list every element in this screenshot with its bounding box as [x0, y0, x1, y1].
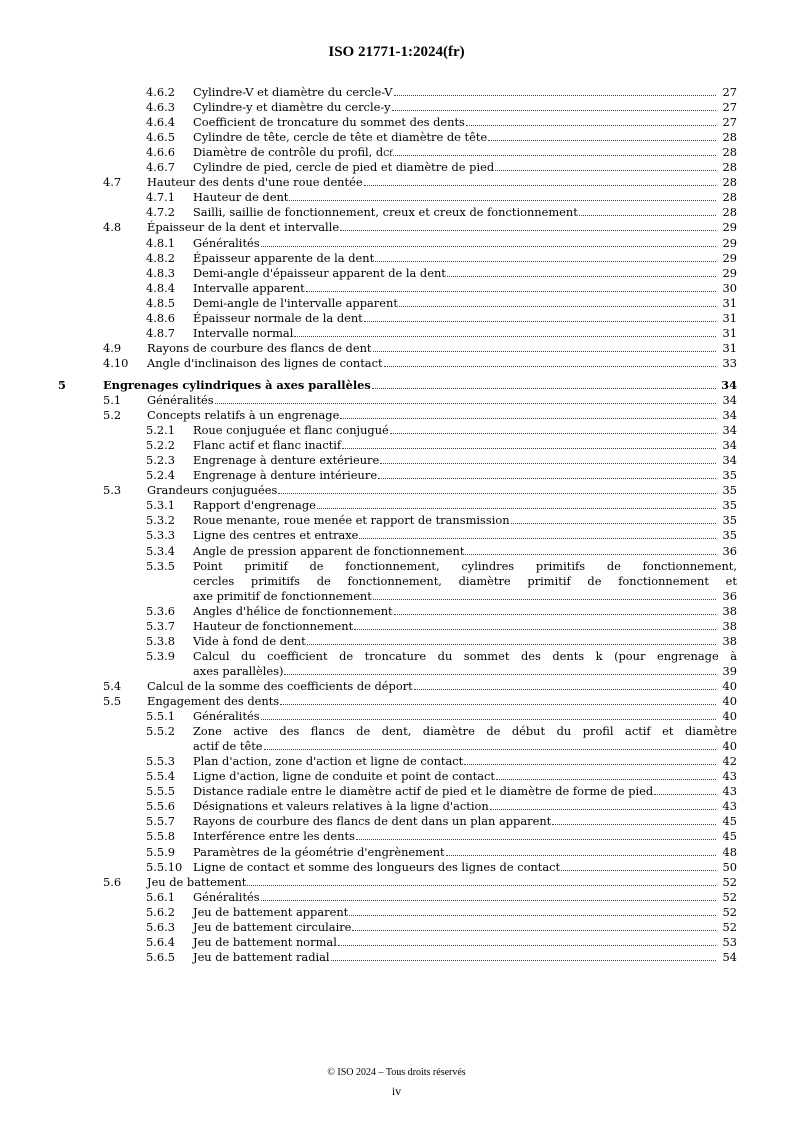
toc-entry-page: 50 [722, 859, 737, 874]
toc-entry-page: 52 [722, 874, 737, 889]
toc-entry-number: 4.10 [103, 355, 129, 370]
toc-entry-title: Épaisseur normale de la dent [193, 310, 363, 325]
toc-entry-page: 28 [722, 145, 737, 160]
toc-entry-title-line: Zone active des flancs de dent, diamètre de début du profil actif et diamètre [193, 724, 737, 739]
toc-entry-page: 48 [722, 844, 737, 859]
toc-entry-title: Jeu de battement circulaire [193, 919, 352, 934]
toc-entry[interactable] [0, 935, 793, 950]
toc-entry[interactable] [0, 814, 793, 829]
toc-entry-title: Généralités [193, 235, 260, 250]
toc-entry-number: 5.3.8 [146, 633, 175, 648]
toc-entry-page: 33 [722, 355, 737, 370]
toc-entry-page: 29 [722, 220, 737, 235]
toc-entry-number: 5.6.4 [146, 934, 175, 949]
toc-entry-number: 4.8.4 [146, 280, 175, 295]
dot-leader [356, 839, 716, 840]
toc-entry[interactable] [0, 950, 793, 965]
toc-entry-page: 31 [722, 310, 737, 325]
dot-leader [399, 306, 716, 307]
toc-entry[interactable] [0, 769, 793, 784]
toc-entry-title: Cylindre-V et diamètre du cercle-V [193, 85, 393, 99]
toc-entry-number: 4.6.6 [146, 145, 175, 160]
toc-entry-number: 5.2.3 [146, 453, 175, 468]
toc-entry[interactable] [0, 619, 793, 634]
toc-entry-page: 38 [722, 618, 737, 633]
toc-entry-subscript: Cf [383, 149, 393, 159]
toc-entry-page: 27 [722, 85, 737, 99]
dot-leader [372, 388, 716, 389]
toc-entry-number: 5.5.1 [146, 709, 175, 724]
toc-entry-number: 4.8.2 [146, 250, 175, 265]
toc-entry[interactable] [0, 175, 793, 190]
dot-leader [338, 945, 716, 946]
document-header: ISO 21771-1:2024(fr) [328, 44, 465, 60]
toc-entry[interactable] [0, 559, 793, 604]
dot-leader [561, 870, 716, 871]
toc-entry-page: 30 [722, 280, 737, 295]
dot-leader [261, 719, 716, 720]
toc-entry-number: 5.3.3 [146, 528, 175, 543]
toc-entry-title: Hauteur des dents d'une roue dentée [147, 175, 363, 190]
toc-entry-title: Généralités [193, 889, 260, 904]
toc-entry[interactable] [0, 251, 793, 266]
dot-leader [261, 246, 716, 247]
toc-entry-number: 4.8.5 [146, 295, 175, 310]
dot-leader [465, 554, 716, 555]
toc-entry-page: 34 [721, 377, 737, 392]
toc-entry-title: Ligne de contact et somme des longueurs des lignes de contact [193, 859, 561, 874]
toc-entry-number: 5.3.1 [146, 498, 175, 513]
toc-entry[interactable] [0, 130, 793, 145]
toc-entry[interactable] [0, 326, 793, 341]
toc-entry-title: Coefficient de troncature du sommet des dents [193, 115, 465, 130]
toc-entry-page: 31 [722, 340, 737, 355]
toc-entry-number: 5.3.5 [146, 558, 175, 573]
toc-entry[interactable] [0, 905, 793, 920]
toc-entry[interactable] [0, 483, 793, 498]
dot-leader [359, 538, 716, 539]
toc-entry-page: 28 [722, 190, 737, 205]
toc-entry[interactable] [0, 408, 793, 423]
toc-entry-number: 5.6 [103, 874, 122, 889]
toc-entry-number: 5.3.2 [146, 513, 175, 528]
toc-entry[interactable] [0, 145, 793, 160]
toc-entry-title: Calcul de la somme des coefficients de déport [147, 678, 413, 693]
dot-leader [390, 433, 716, 434]
toc-entry-title: Jeu de battement apparent [193, 904, 349, 919]
dot-leader [654, 794, 716, 795]
toc-entry-title: Désignations et valeurs relatives à la ligne d'action [193, 799, 489, 814]
toc-entry-title: Distance radiale entre le diamètre actif de pied et le diamètre de forme de pied [193, 784, 654, 799]
toc-entry-title: Flanc actif et flanc inactif [193, 438, 342, 453]
toc-entry-page: 45 [722, 814, 737, 829]
toc-entry-page: 34 [722, 453, 737, 468]
toc-entry-title: Angles d'hélice de fonctionnement [193, 603, 393, 618]
toc-entry-number: 5.5.5 [146, 784, 175, 799]
toc-entry-title: axe primitif de fonctionnement [193, 588, 372, 603]
toc-entry-number: 5 [58, 377, 66, 392]
toc-entry-title: Jeu de battement [147, 874, 247, 889]
toc-entry-page: 52 [722, 919, 737, 934]
toc-entry[interactable] [0, 860, 793, 875]
toc-entry-title: Rayons de courbure des flancs de dent [147, 340, 372, 355]
dot-leader [392, 110, 716, 111]
toc-entry[interactable] [0, 281, 793, 296]
dot-leader [278, 493, 716, 494]
toc-entry-number: 4.9 [103, 340, 122, 355]
toc-entry-number: 5.3.9 [146, 648, 175, 663]
toc-entry-number: 5.2.2 [146, 438, 175, 453]
toc-entry-title: Généralités [193, 709, 260, 724]
toc-entry-title: Engagement des dents [147, 694, 280, 708]
toc-entry[interactable] [0, 604, 793, 619]
toc-entry-title: Rayons de courbure des flancs de dent dans un plan apparent [193, 814, 552, 829]
toc-entry-title: axes parallèles) [193, 663, 284, 678]
toc-entry-number: 5.5.8 [146, 829, 175, 844]
dot-leader [375, 261, 716, 262]
toc-entry-title: Interférence entre les dents [193, 829, 355, 844]
toc-entry-page: 35 [722, 528, 737, 543]
toc-entry-title: Intervalle apparent [193, 280, 305, 295]
dot-leader [394, 95, 716, 96]
dot-leader [349, 915, 716, 916]
toc-entry-number: 4.8.7 [146, 325, 175, 340]
toc-entry-page: 35 [722, 468, 737, 483]
toc-entry-number: 5.5.9 [146, 844, 175, 859]
toc-entry-page: 40 [722, 739, 737, 754]
toc-entry-number: 5.2.1 [146, 423, 175, 438]
toc-entry-page: 34 [722, 423, 737, 438]
toc-entry-page: 31 [722, 325, 737, 340]
toc-entry[interactable] [0, 544, 793, 559]
dot-leader [289, 200, 716, 201]
toc-entry[interactable] [0, 296, 793, 311]
dot-leader [495, 170, 716, 171]
toc-entry-title: Généralités [147, 393, 214, 407]
toc-entry-page: 29 [722, 265, 737, 280]
toc-entry[interactable] [0, 468, 793, 483]
toc-entry-title: Demi-angle d'épaisseur apparent de la dent [193, 265, 446, 280]
toc-entry-page: 40 [722, 678, 737, 693]
toc-entry-page: 35 [722, 513, 737, 528]
toc-entry-number: 4.8.6 [146, 310, 175, 325]
toc-entry-title: actif de tête [193, 739, 263, 754]
toc-entry-title-line: Calcul du coefficient de troncature du sommet des dents k (pour engrenage à [193, 648, 737, 663]
toc-entry-number: 5.5.4 [146, 769, 175, 784]
dot-leader [307, 644, 716, 645]
toc-entry-page: 43 [722, 784, 737, 799]
dot-leader [414, 689, 716, 690]
toc-entry-number: 5.4 [103, 678, 122, 693]
toc-entry[interactable] [0, 679, 793, 694]
toc-entry[interactable] [0, 236, 793, 251]
toc-entry-title: Engrenage à denture extérieure [193, 453, 380, 468]
toc-entry-title: Épaisseur de la dent et intervalle [147, 220, 340, 235]
page-number: iv [391, 1084, 402, 1098]
toc-entry[interactable] [0, 378, 793, 393]
dot-leader [466, 125, 716, 126]
toc-entry-page: 28 [722, 175, 737, 190]
toc-entry-number: 4.7.1 [146, 190, 175, 205]
toc-entry[interactable] [0, 875, 793, 890]
toc-entry-page: 27 [722, 115, 737, 130]
toc-entry[interactable] [0, 754, 793, 769]
dot-leader [284, 674, 716, 675]
dot-leader [552, 824, 716, 825]
toc-entry-number: 5.5.6 [146, 799, 175, 814]
dot-leader [511, 523, 716, 524]
toc-entry-number: 5.6.1 [146, 889, 175, 904]
toc-entry-number: 5.1 [103, 393, 122, 407]
dot-leader [354, 629, 716, 630]
toc-entry-page: 40 [722, 694, 737, 708]
toc-entry[interactable] [0, 649, 793, 679]
toc-entry[interactable] [0, 784, 793, 799]
toc-entry-number: 4.7.2 [146, 205, 175, 220]
toc-entry[interactable] [0, 311, 793, 326]
toc-entry-number: 5.3.7 [146, 618, 175, 633]
dot-leader [380, 463, 716, 464]
toc-entry-number: 5.6.3 [146, 919, 175, 934]
toc-entry-title: Cylindre de pied, cercle de pied et diamètre de pied [193, 160, 495, 175]
toc-entry-title: Rapport d'engrenage [193, 498, 316, 513]
dot-leader [496, 779, 716, 780]
dot-leader [280, 704, 716, 705]
toc-entry-title: Engrenage à denture intérieure [193, 468, 378, 483]
toc-entry-number: 5.3.4 [146, 543, 175, 558]
dot-leader [264, 749, 716, 750]
toc-entry-number: 4.8 [103, 220, 122, 235]
toc-entry[interactable] [0, 393, 793, 408]
toc-entry-page: 35 [722, 483, 737, 498]
toc-entry-title: Diamètre de contrôle du profil, d [193, 145, 384, 160]
toc-entry-page: 36 [722, 588, 737, 603]
toc-entry-title: Ligne d'action, ligne de conduite et point de contact [193, 769, 495, 784]
dot-leader [352, 930, 716, 931]
toc-entry-number: 5.6.5 [146, 949, 175, 964]
dot-leader [373, 351, 717, 352]
toc-entry[interactable] [0, 160, 793, 175]
toc-entry-number: 4.6.7 [146, 160, 175, 175]
dot-leader [488, 140, 716, 141]
toc-entry-title: Jeu de battement radial [193, 949, 330, 964]
toc-entry-page: 43 [722, 799, 737, 814]
toc-entry-page: 42 [722, 754, 737, 769]
toc-entry[interactable] [0, 634, 793, 649]
toc-entry[interactable] [0, 498, 793, 513]
dot-leader [364, 185, 716, 186]
toc-entry-number: 5.6.2 [146, 904, 175, 919]
toc-entry-title: Sailli, saillie de fonctionnement, creux et creux de fonctionnement [193, 205, 578, 220]
toc-entry[interactable] [0, 266, 793, 281]
toc-entry[interactable] [0, 528, 793, 543]
toc-entry-title: Engrenages cylindriques à axes parallèles [103, 377, 371, 392]
toc-entry-title: Paramètres de la géométrie d'engrènement [193, 844, 445, 859]
toc-entry-number: 4.6.3 [146, 100, 175, 115]
toc-entry-number: 5.5.7 [146, 814, 175, 829]
toc-entry-title: Hauteur de fonctionnement [193, 618, 354, 633]
toc-entry-page: 52 [722, 904, 737, 919]
toc-entry-title: Vide à fond de dent [193, 633, 306, 648]
toc-entry-number: 4.6.4 [146, 115, 175, 130]
toc-entry-title: Plan d'action, zone d'action et ligne de contact [193, 754, 464, 769]
toc-entry[interactable] [0, 85, 793, 100]
toc-entry-number: 5.3.6 [146, 603, 175, 618]
toc-entry-number: 5.5.3 [146, 754, 175, 769]
dot-leader [579, 215, 716, 216]
toc-entry-title: Jeu de battement normal [193, 934, 337, 949]
toc-entry[interactable] [0, 890, 793, 905]
dot-leader [373, 599, 716, 600]
toc-entry-number: 5.5.2 [146, 724, 175, 739]
dot-leader [447, 276, 716, 277]
toc-entry-title: Roue conjuguée et flanc conjugué [193, 423, 389, 438]
dot-leader [215, 403, 716, 404]
toc-entry-page: 35 [722, 498, 737, 513]
toc-entry[interactable] [0, 709, 793, 724]
toc-entry-title: Grandeurs conjuguées [147, 483, 278, 498]
toc-entry[interactable] [0, 799, 793, 814]
dot-leader [317, 508, 716, 509]
toc-entry-page: 34 [722, 408, 737, 423]
toc-entry-page: 52 [722, 889, 737, 904]
toc-entry[interactable] [0, 724, 793, 754]
toc-entry-title: Ligne des centres et entraxe [193, 528, 359, 543]
dot-leader [464, 764, 716, 765]
toc-entry[interactable] [0, 220, 793, 235]
toc-entry[interactable] [0, 829, 793, 844]
dot-leader [342, 448, 716, 449]
toc-entry-page: 29 [722, 235, 737, 250]
toc-entry-page: 45 [722, 829, 737, 844]
toc-entry-title: Cylindre de tête, cercle de tête et diamètre de tête [193, 130, 488, 145]
toc-entry-page: 38 [722, 633, 737, 648]
toc-entry-page: 28 [722, 160, 737, 175]
toc-entry-title: Demi-angle de l'intervalle apparent [193, 295, 398, 310]
toc-entry-page: 29 [722, 250, 737, 265]
toc-entry[interactable] [0, 694, 793, 709]
dot-leader [378, 478, 716, 479]
toc-entry[interactable] [0, 205, 793, 220]
toc-entry[interactable] [0, 453, 793, 468]
toc-entry-title: Angle de pression apparent de fonctionnement [193, 543, 465, 558]
toc-entry-number: 5.2 [103, 408, 122, 423]
toc-entry[interactable] [0, 438, 793, 453]
copyright-notice: © ISO 2024 – Tous droits réservés [327, 1067, 466, 1078]
toc-entry[interactable] [0, 920, 793, 935]
toc-entry-page: 39 [722, 663, 737, 678]
dot-leader [261, 900, 716, 901]
dot-leader [331, 960, 716, 961]
toc-entry-number: 4.6.2 [146, 85, 175, 99]
toc-entry-number: 4.8.3 [146, 265, 175, 280]
toc-entry-number: 4.6.5 [146, 130, 175, 145]
toc-entry-number: 4.8.1 [146, 235, 175, 250]
toc-entry-page: 27 [722, 100, 737, 115]
dot-leader [384, 366, 716, 367]
dot-leader [306, 291, 716, 292]
toc-entry-title: Angle d'inclinaison des lignes de contact [147, 355, 383, 370]
toc-entry-page: 40 [722, 709, 737, 724]
toc-entry-number: 5.2.4 [146, 468, 175, 483]
dot-leader [490, 809, 716, 810]
toc-entry[interactable] [0, 115, 793, 130]
toc-entry[interactable] [0, 356, 793, 371]
toc-entry-title: Hauteur de dent [193, 190, 289, 205]
dot-leader [294, 336, 716, 337]
toc-entry-title-line: Point primitif de fonctionnement, cylindres primitifs de fonctionnement, [193, 558, 737, 573]
toc-entry-number: 4.7 [103, 175, 122, 190]
dot-leader [247, 885, 716, 886]
toc-entry-title: Roue menante, roue menée et rapport de transmission [193, 513, 510, 528]
toc-entry-page: 34 [722, 393, 737, 407]
dot-leader [364, 321, 716, 322]
toc-entry[interactable] [0, 513, 793, 528]
dot-leader [340, 230, 716, 231]
toc-entry-page: 34 [722, 438, 737, 453]
toc-entry-page: 43 [722, 769, 737, 784]
toc-entry[interactable] [0, 341, 793, 356]
toc-entry[interactable] [0, 190, 793, 205]
dot-leader [393, 155, 716, 156]
toc-entry[interactable] [0, 100, 793, 115]
toc-entry-page: 31 [722, 295, 737, 310]
toc-entry-page: 28 [722, 130, 737, 145]
dot-leader [394, 614, 716, 615]
toc-entry[interactable] [0, 423, 793, 438]
toc-entry-title: Épaisseur apparente de la dent [193, 250, 375, 265]
toc-entry-page: 28 [722, 205, 737, 220]
toc-entry-title-line: cercles primitifs de fonctionnement, diamètre primitif de fonctionnement et [193, 573, 737, 588]
dot-leader [446, 855, 716, 856]
toc-entry-title: Intervalle normal [193, 325, 294, 340]
toc-entry-title: Concepts relatifs à un engrenage [147, 408, 340, 423]
toc-entry-number: 5.3 [103, 483, 122, 498]
toc-entry-title: Cylindre-y et diamètre du cercle-y [193, 100, 391, 115]
toc-entry-page: 53 [722, 934, 737, 949]
toc-entry-number: 5.5.10 [146, 859, 183, 874]
toc-entry[interactable] [0, 845, 793, 860]
toc-entry-page: 54 [722, 949, 737, 964]
dot-leader [340, 418, 716, 419]
toc-entry-number: 5.5 [103, 694, 122, 708]
toc-entry-page: 36 [722, 543, 737, 558]
toc-entry-page: 38 [722, 603, 737, 618]
